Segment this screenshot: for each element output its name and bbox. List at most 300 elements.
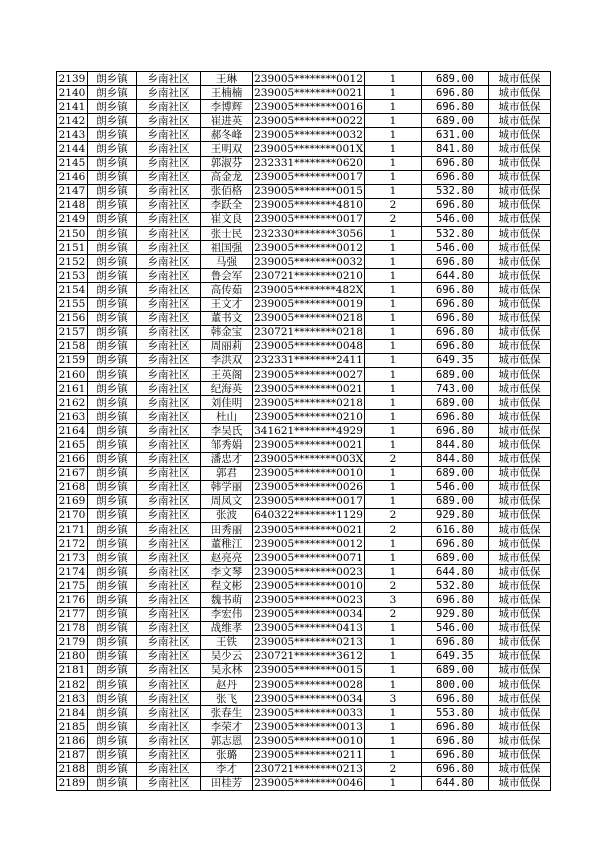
- amount-cell: 696.80: [422, 635, 489, 649]
- row-number: 2144: [57, 142, 88, 156]
- row-number: 2176: [57, 593, 88, 607]
- amount-cell: 532.80: [422, 579, 489, 593]
- town-cell: 朗乡镇: [88, 748, 137, 762]
- town-cell: 朗乡镇: [88, 410, 137, 424]
- name-cell: 高金龙: [201, 170, 253, 184]
- id-number-cell: 239005********0017: [254, 495, 363, 508]
- row-number: 2172: [57, 537, 88, 551]
- id-number-cell: 239005********0017: [254, 171, 363, 184]
- name-cell: 李洪双: [201, 353, 253, 367]
- table-row: [57, 720, 551, 734]
- amount-cell: 689.00: [422, 494, 489, 508]
- name-cell: 吴永林: [201, 663, 253, 677]
- town-cell: 朗乡镇: [88, 353, 137, 367]
- row-number: 2160: [57, 367, 88, 381]
- name-cell: 郭志恩: [201, 734, 253, 748]
- household-count-cell: 1: [365, 537, 422, 551]
- table-row: [57, 508, 551, 522]
- town-cell: 朗乡镇: [88, 706, 137, 720]
- town-cell: 朗乡镇: [88, 339, 137, 353]
- table-row: [57, 283, 551, 297]
- assistance-type-cell: 城市低保: [489, 128, 551, 142]
- name-cell: 张佰格: [201, 184, 253, 198]
- id-number-cell: 239005********0032: [254, 128, 363, 141]
- community-cell: 乡南社区: [137, 621, 201, 635]
- assistance-type-cell: 城市低保: [489, 438, 551, 452]
- table-row: [57, 551, 551, 565]
- row-number: 2188: [57, 762, 88, 776]
- assistance-type-cell: 城市低保: [489, 593, 551, 607]
- community-cell: 乡南社区: [137, 396, 201, 410]
- name-cell: 郭君: [201, 466, 253, 480]
- amount-cell: 631.00: [422, 128, 489, 142]
- amount-cell: 546.00: [422, 212, 489, 226]
- assistance-type-cell: 城市低保: [489, 269, 551, 283]
- community-cell: 乡南社区: [137, 551, 201, 565]
- town-cell: 朗乡镇: [88, 452, 137, 466]
- table-row: [57, 86, 551, 100]
- name-cell: 王英阁: [201, 367, 253, 381]
- town-cell: 朗乡镇: [88, 198, 137, 212]
- amount-cell: 696.80: [422, 537, 489, 551]
- assistance-type-cell: 城市低保: [489, 649, 551, 663]
- assistance-type-cell: 城市低保: [489, 382, 551, 396]
- row-number: 2151: [57, 241, 88, 255]
- assistance-type-cell: 城市低保: [489, 466, 551, 480]
- assistance-type-cell: 城市低保: [489, 396, 551, 410]
- amount-cell: 696.80: [422, 734, 489, 748]
- table-row: [57, 663, 551, 677]
- name-cell: 魏书萌: [201, 593, 253, 607]
- household-count-cell: 1: [365, 283, 422, 297]
- amount-cell: 696.80: [422, 762, 489, 776]
- town-cell: 朗乡镇: [88, 607, 137, 621]
- town-cell: 朗乡镇: [88, 635, 137, 649]
- community-cell: 乡南社区: [137, 156, 201, 170]
- community-cell: 乡南社区: [137, 720, 201, 734]
- assistance-type-cell: 城市低保: [489, 198, 551, 212]
- id-number-cell: 239005********482X: [253, 283, 364, 296]
- assistance-type-cell: 城市低保: [489, 410, 551, 424]
- town-cell: 朗乡镇: [88, 297, 137, 311]
- assistance-type-cell: 城市低保: [489, 692, 551, 706]
- community-cell: 乡南社区: [137, 311, 201, 325]
- id-number-cell: 239005********0046: [254, 777, 363, 790]
- table-row: [57, 367, 551, 381]
- id-number-cell: 230721********0218: [254, 326, 363, 339]
- id-number-cell: 239005********0010: [254, 579, 363, 592]
- amount-cell: 696.80: [422, 156, 489, 170]
- assistance-type-cell: 城市低保: [489, 706, 551, 720]
- name-cell: 张春生: [201, 706, 253, 720]
- row-number: 2177: [57, 607, 88, 621]
- name-cell: 祖国强: [201, 241, 253, 255]
- amount-cell: 546.00: [422, 621, 489, 635]
- table-row: [57, 438, 551, 452]
- amount-cell: 696.80: [422, 311, 489, 325]
- id-number-cell: 239005********0016: [254, 100, 363, 113]
- amount-cell: 696.80: [422, 100, 489, 114]
- household-count-cell: 1: [365, 466, 422, 480]
- name-cell: 马强: [201, 255, 253, 269]
- assistance-type-cell: 城市低保: [489, 100, 551, 114]
- amount-cell: 696.80: [422, 410, 489, 424]
- id-number-cell: 230721********0213: [254, 763, 363, 776]
- table-row: [57, 142, 551, 156]
- id-number-cell: 239005********4810: [254, 199, 363, 212]
- row-number: 2154: [57, 283, 88, 297]
- table-body: [57, 72, 551, 791]
- row-number: 2162: [57, 396, 88, 410]
- household-count-cell: 1: [365, 424, 422, 438]
- assistance-type-cell: 城市低保: [489, 720, 551, 734]
- table-row: [57, 762, 551, 776]
- id-number-cell: 239005********0021: [254, 523, 363, 536]
- name-cell: 王文才: [201, 297, 253, 311]
- id-number-cell: 239005********0015: [254, 185, 363, 198]
- amount-cell: 644.80: [422, 776, 489, 790]
- id-number-cell: 232331********0620: [254, 157, 363, 170]
- household-count-cell: 1: [365, 86, 422, 100]
- household-count-cell: 1: [365, 565, 422, 579]
- name-cell: 田桂芳: [201, 776, 253, 790]
- id-number-cell: 239005********0010: [254, 734, 363, 747]
- table-row: [57, 297, 551, 311]
- table-row: [57, 269, 551, 283]
- assistance-type-cell: 城市低保: [489, 734, 551, 748]
- id-number-cell: 239005********0032: [254, 255, 363, 268]
- community-cell: 乡南社区: [137, 128, 201, 142]
- name-cell: 王琳: [201, 72, 253, 86]
- town-cell: 朗乡镇: [88, 156, 137, 170]
- assistance-type-cell: 城市低保: [489, 678, 551, 692]
- id-number-cell: 239005********0013: [254, 720, 363, 733]
- assistance-type-cell: 城市低保: [489, 607, 551, 621]
- household-count-cell: 2: [365, 523, 422, 537]
- id-number-cell: 239005********001X: [253, 143, 364, 156]
- name-cell: 李才: [201, 762, 253, 776]
- amount-cell: 616.80: [422, 523, 489, 537]
- row-number: 2180: [57, 649, 88, 663]
- amount-cell: 800.00: [422, 678, 489, 692]
- row-number: 2168: [57, 480, 88, 494]
- row-number: 2165: [57, 438, 88, 452]
- community-cell: 乡南社区: [137, 353, 201, 367]
- assistance-type-cell: 城市低保: [489, 86, 551, 100]
- name-cell: 王明双: [201, 142, 253, 156]
- household-count-cell: 1: [365, 353, 422, 367]
- assistance-type-cell: 城市低保: [489, 480, 551, 494]
- table-row: [57, 114, 551, 128]
- household-count-cell: 1: [365, 170, 422, 184]
- community-cell: 乡南社区: [137, 212, 201, 226]
- name-cell: 刘佳明: [201, 396, 253, 410]
- row-number: 2147: [57, 184, 88, 198]
- town-cell: 朗乡镇: [88, 678, 137, 692]
- id-number-cell: 239005********0218: [254, 312, 363, 325]
- name-cell: 张波: [201, 508, 253, 522]
- row-number: 2170: [57, 508, 88, 522]
- amount-cell: 696.80: [422, 86, 489, 100]
- amount-cell: 696.80: [422, 170, 489, 184]
- amount-cell: 689.00: [422, 367, 489, 381]
- row-number: 2183: [57, 692, 88, 706]
- town-cell: 朗乡镇: [88, 311, 137, 325]
- table-row: [57, 466, 551, 480]
- amount-cell: 644.80: [422, 565, 489, 579]
- assistance-type-cell: 城市低保: [489, 551, 551, 565]
- assistance-type-cell: 城市低保: [489, 72, 551, 86]
- town-cell: 朗乡镇: [88, 114, 137, 128]
- town-cell: 朗乡镇: [88, 649, 137, 663]
- id-number-cell: 239005********0034: [254, 608, 363, 621]
- assistance-type-cell: 城市低保: [489, 283, 551, 297]
- amount-cell: 532.80: [422, 184, 489, 198]
- table-row: [57, 72, 551, 86]
- town-cell: 朗乡镇: [88, 283, 137, 297]
- name-cell: 张飞: [201, 692, 253, 706]
- community-cell: 乡南社区: [137, 607, 201, 621]
- row-number: 2149: [57, 212, 88, 226]
- name-cell: 高传茹: [201, 283, 253, 297]
- household-count-cell: 3: [365, 593, 422, 607]
- row-number: 2174: [57, 565, 88, 579]
- town-cell: 朗乡镇: [88, 494, 137, 508]
- table-row: [57, 776, 551, 790]
- amount-cell: 553.80: [422, 706, 489, 720]
- amount-cell: 696.80: [422, 255, 489, 269]
- table-row: [57, 649, 551, 663]
- table-row: [57, 255, 551, 269]
- assistance-type-cell: 城市低保: [489, 776, 551, 790]
- table-row: [57, 424, 551, 438]
- household-count-cell: 1: [365, 227, 422, 241]
- household-count-cell: 1: [365, 142, 422, 156]
- id-number-cell: 239005********0012: [254, 72, 363, 85]
- community-cell: 乡南社区: [137, 114, 201, 128]
- row-number: 2181: [57, 663, 88, 677]
- household-count-cell: 1: [365, 72, 422, 86]
- community-cell: 乡南社区: [137, 100, 201, 114]
- row-number: 2139: [57, 72, 88, 86]
- name-cell: 周丽莉: [201, 339, 253, 353]
- community-cell: 乡南社区: [137, 579, 201, 593]
- table-row: [57, 396, 551, 410]
- town-cell: 朗乡镇: [88, 184, 137, 198]
- town-cell: 朗乡镇: [88, 382, 137, 396]
- id-number-cell: 239005********0413: [254, 622, 363, 635]
- town-cell: 朗乡镇: [88, 776, 137, 790]
- table-row: [57, 734, 551, 748]
- community-cell: 乡南社区: [137, 692, 201, 706]
- row-number: 2179: [57, 635, 88, 649]
- town-cell: 朗乡镇: [88, 269, 137, 283]
- name-cell: 李文琴: [201, 565, 253, 579]
- assistance-type-cell: 城市低保: [489, 663, 551, 677]
- id-number-cell: 232330********3056: [254, 227, 363, 240]
- table-row: [57, 537, 551, 551]
- table-row: [57, 621, 551, 635]
- community-cell: 乡南社区: [137, 663, 201, 677]
- household-count-cell: 1: [365, 748, 422, 762]
- town-cell: 朗乡镇: [88, 72, 137, 86]
- table-row: [57, 241, 551, 255]
- row-number: 2155: [57, 297, 88, 311]
- town-cell: 朗乡镇: [88, 523, 137, 537]
- name-cell: 潘忠才: [201, 452, 253, 466]
- community-cell: 乡南社区: [137, 241, 201, 255]
- name-cell: 战维孝: [201, 621, 253, 635]
- name-cell: 王楠楠: [201, 86, 253, 100]
- household-count-cell: 1: [365, 241, 422, 255]
- id-number-cell: 239005********0048: [254, 340, 363, 353]
- table-row: [57, 692, 551, 706]
- town-cell: 朗乡镇: [88, 537, 137, 551]
- table-row: [57, 325, 551, 339]
- row-number: 2169: [57, 494, 88, 508]
- id-number-cell: 239005********0023: [254, 594, 363, 607]
- table-row: [57, 410, 551, 424]
- table-row: [57, 452, 551, 466]
- amount-cell: 644.80: [422, 269, 489, 283]
- assistance-type-cell: 城市低保: [489, 353, 551, 367]
- community-cell: 乡南社区: [137, 325, 201, 339]
- table-row: [57, 706, 551, 720]
- assistance-type-cell: 城市低保: [489, 297, 551, 311]
- community-cell: 乡南社区: [137, 706, 201, 720]
- name-cell: 程文彬: [201, 579, 253, 593]
- id-number-cell: 239005********0034: [254, 692, 363, 705]
- community-cell: 乡南社区: [137, 466, 201, 480]
- household-count-cell: 1: [365, 706, 422, 720]
- household-count-cell: 1: [365, 367, 422, 381]
- assistance-type-cell: 城市低保: [489, 452, 551, 466]
- table-row: [57, 593, 551, 607]
- household-count-cell: 1: [365, 720, 422, 734]
- community-cell: 乡南社区: [137, 283, 201, 297]
- assistance-type-cell: 城市低保: [489, 114, 551, 128]
- table-row: [57, 170, 551, 184]
- assistance-type-cell: 城市低保: [489, 565, 551, 579]
- community-cell: 乡南社区: [137, 382, 201, 396]
- assistance-type-cell: 城市低保: [489, 367, 551, 381]
- amount-cell: 696.80: [422, 339, 489, 353]
- household-count-cell: 1: [365, 128, 422, 142]
- community-cell: 乡南社区: [137, 438, 201, 452]
- table-row: [57, 635, 551, 649]
- name-cell: 吴少云: [201, 649, 253, 663]
- household-count-cell: 2: [365, 198, 422, 212]
- row-number: 2171: [57, 523, 88, 537]
- town-cell: 朗乡镇: [88, 663, 137, 677]
- assistance-type-cell: 城市低保: [489, 339, 551, 353]
- community-cell: 乡南社区: [137, 748, 201, 762]
- town-cell: 朗乡镇: [88, 508, 137, 522]
- community-cell: 乡南社区: [137, 424, 201, 438]
- community-cell: 乡南社区: [137, 480, 201, 494]
- town-cell: 朗乡镇: [88, 255, 137, 269]
- town-cell: 朗乡镇: [88, 593, 137, 607]
- id-number-cell: 239005********0010: [254, 467, 363, 480]
- name-cell: 韩金宝: [201, 325, 253, 339]
- amount-cell: 689.00: [422, 466, 489, 480]
- amount-cell: 689.00: [422, 72, 489, 86]
- amount-cell: 649.35: [422, 353, 489, 367]
- assistance-type-cell: 城市低保: [489, 635, 551, 649]
- community-cell: 乡南社区: [137, 184, 201, 198]
- row-number: 2150: [57, 227, 88, 241]
- id-number-cell: 239005********0026: [254, 481, 363, 494]
- household-count-cell: 1: [365, 255, 422, 269]
- community-cell: 乡南社区: [137, 269, 201, 283]
- id-number-cell: 230721********0210: [254, 269, 363, 282]
- row-number: 2178: [57, 621, 88, 635]
- town-cell: 朗乡镇: [88, 466, 137, 480]
- row-number: 2142: [57, 114, 88, 128]
- name-cell: 邹秀娟: [201, 438, 253, 452]
- household-count-cell: 2: [365, 508, 422, 522]
- community-cell: 乡南社区: [137, 494, 201, 508]
- table-row: [57, 480, 551, 494]
- table-row: [57, 100, 551, 114]
- id-number-cell: 239005********0027: [254, 368, 363, 381]
- household-count-cell: 1: [365, 382, 422, 396]
- household-count-cell: 1: [365, 438, 422, 452]
- community-cell: 乡南社区: [137, 72, 201, 86]
- assistance-type-cell: 城市低保: [489, 212, 551, 226]
- id-number-cell: 239005********0021: [254, 438, 363, 451]
- amount-cell: 696.80: [422, 424, 489, 438]
- name-cell: 李宏伟: [201, 607, 253, 621]
- town-cell: 朗乡镇: [88, 424, 137, 438]
- row-number: 2145: [57, 156, 88, 170]
- row-number: 2182: [57, 678, 88, 692]
- id-number-cell: 232331********2411: [254, 354, 363, 367]
- name-cell: 崔进英: [201, 114, 253, 128]
- id-number-cell: 230721********3612: [254, 650, 363, 663]
- assistance-type-cell: 城市低保: [489, 748, 551, 762]
- community-cell: 乡南社区: [137, 649, 201, 663]
- town-cell: 朗乡镇: [88, 170, 137, 184]
- town-cell: 朗乡镇: [88, 621, 137, 635]
- name-cell: 郝冬峰: [201, 128, 253, 142]
- household-count-cell: 1: [365, 114, 422, 128]
- household-count-cell: 1: [365, 649, 422, 663]
- town-cell: 朗乡镇: [88, 227, 137, 241]
- amount-cell: 689.00: [422, 114, 489, 128]
- table-row: [57, 579, 551, 593]
- name-cell: 李荣才: [201, 720, 253, 734]
- household-count-cell: 2: [365, 762, 422, 776]
- town-cell: 朗乡镇: [88, 734, 137, 748]
- id-number-cell: 239005********0210: [254, 410, 363, 423]
- town-cell: 朗乡镇: [88, 579, 137, 593]
- assistance-type-cell: 城市低保: [489, 494, 551, 508]
- community-cell: 乡南社区: [137, 255, 201, 269]
- row-number: 2146: [57, 170, 88, 184]
- assistance-type-cell: 城市低保: [489, 241, 551, 255]
- amount-cell: 696.80: [422, 325, 489, 339]
- amount-cell: 696.80: [422, 297, 489, 311]
- name-cell: 张士民: [201, 227, 253, 241]
- id-number-cell: 239005********0012: [254, 241, 363, 254]
- table-row: [57, 227, 551, 241]
- amount-cell: 546.00: [422, 241, 489, 255]
- row-number: 2187: [57, 748, 88, 762]
- assistance-type-cell: 城市低保: [489, 424, 551, 438]
- table-row: [57, 212, 551, 226]
- id-number-cell: 239005********0213: [254, 636, 363, 649]
